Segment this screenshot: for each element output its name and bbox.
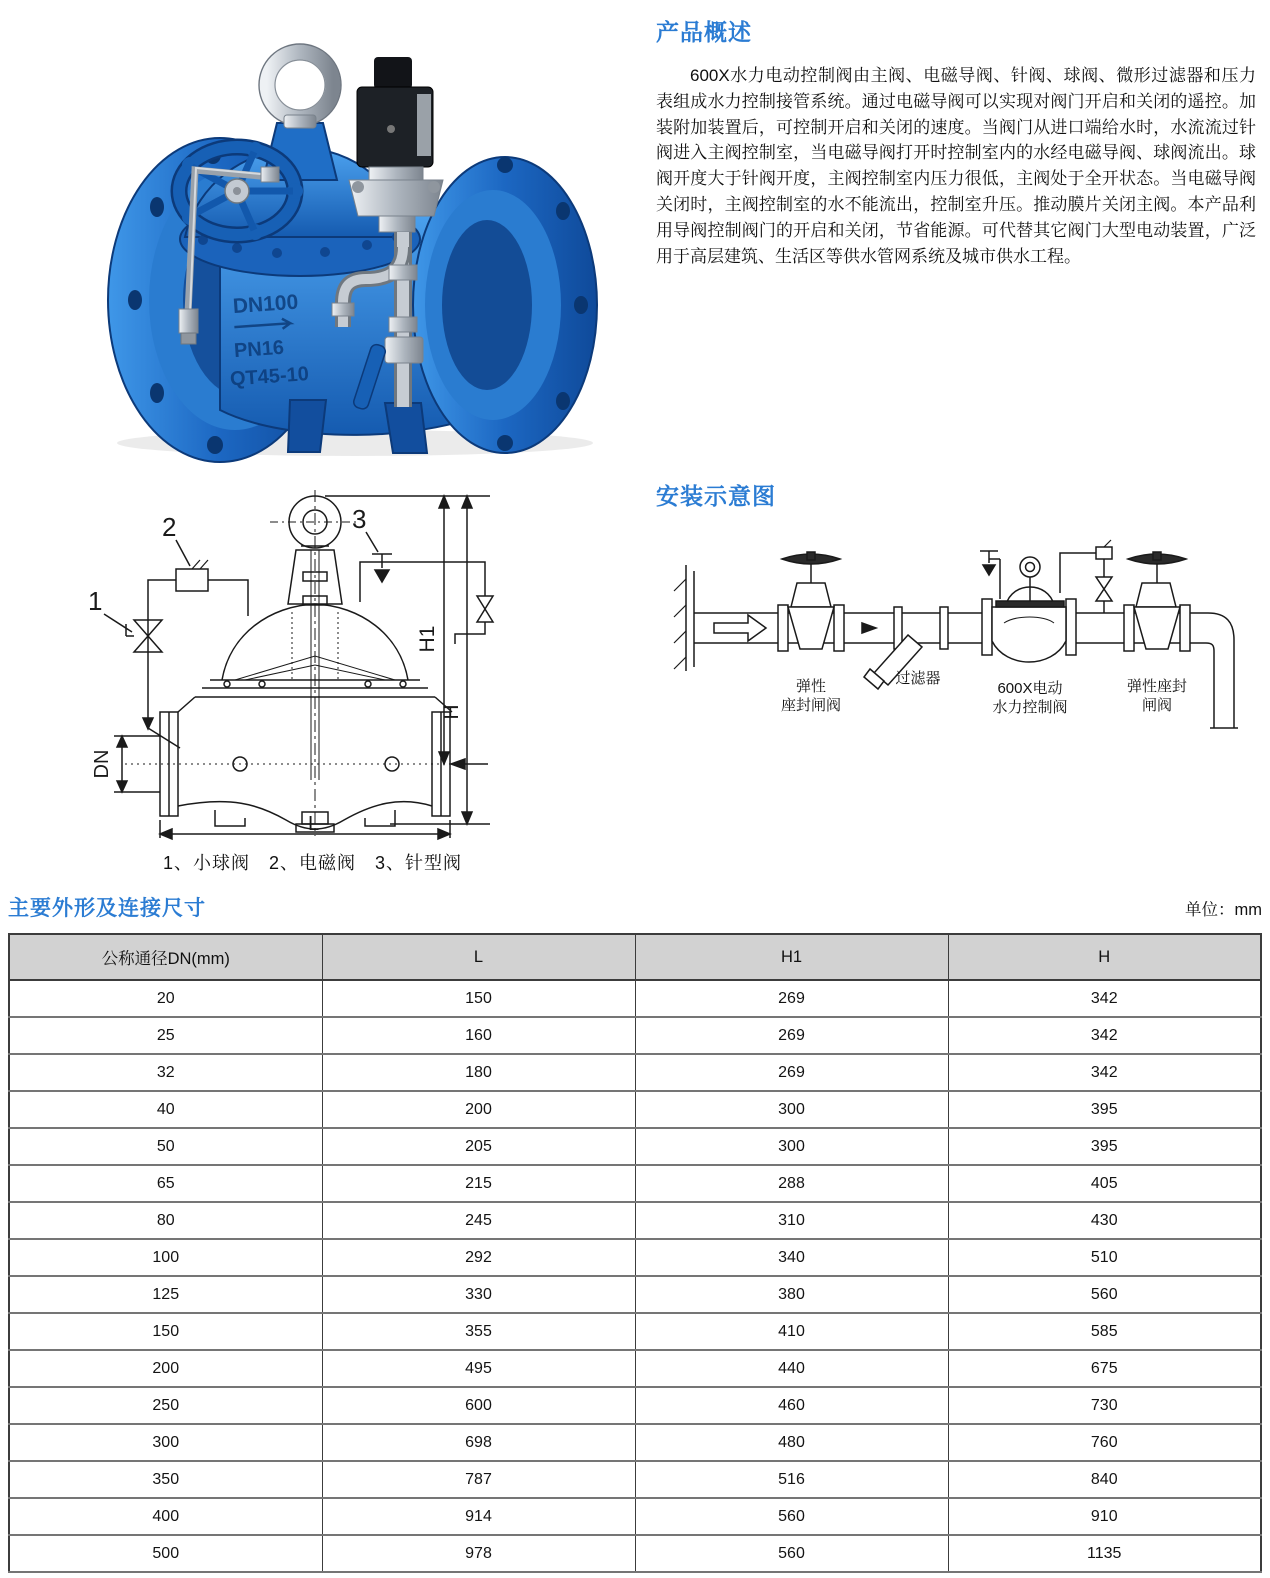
callout-3: 3: [352, 504, 367, 534]
drawing-pilot-left: [126, 560, 248, 748]
table-cell: 215: [322, 1165, 635, 1202]
right-flange: [413, 157, 597, 453]
table-cell: 760: [948, 1424, 1261, 1461]
overview-body: 600X水力电动控制阀由主阀、电磁导阀、针阀、球阀、微形过滤器和压力表组成水力控制接管系统。通过电磁导阀可以实现对阀门开启和关闭的遥控。加装附加装置后，可控制开启和关闭的速度。当阀门从进口端给水时，水流流过针阀进入主阀控制室，当电磁导阀打开时控制室内的水经电磁导阀、球阀流出。球阀开度大于针阀开度，主阀控制室内压力很低，主阀处于全开状态。当电磁导阀关闭时，主阀控制室的水不能流出，控制室升压。推动膜片关闭主阀。本产品利用导阀控制阀门的开启和关闭，节省能源。可代替其它阀门大型电动装置，广泛用于高层建筑、生活区等供水管网系统及城市供水工程。: [656, 66, 1256, 266]
lifting-eye: [259, 44, 341, 128]
overview-title: 产品概述: [656, 19, 752, 45]
table-cell: 245: [322, 1202, 635, 1239]
callout-1: 1: [88, 586, 103, 616]
product-photo: [85, 15, 645, 463]
marking-pn: PN16: [233, 336, 285, 363]
wall-hatch: [674, 565, 694, 671]
table-cell: 342: [948, 980, 1261, 1017]
table-cell: 560: [635, 1535, 948, 1572]
table-cell: 400: [9, 1498, 322, 1535]
dim-label-h: H: [440, 704, 463, 720]
table-cell: 80: [9, 1202, 322, 1239]
pipe-elbow: [1204, 613, 1238, 728]
table-cell: 269: [635, 1017, 948, 1054]
dim-label-h1: H1: [416, 625, 439, 653]
table-cell: 100: [9, 1239, 322, 1276]
table-row: [9, 1202, 1261, 1239]
table-cell: 40: [9, 1091, 322, 1128]
table-cell: 460: [635, 1387, 948, 1424]
table-cell: 330: [322, 1276, 635, 1313]
table-cell: 150: [322, 980, 635, 1017]
table-cell: 150: [9, 1313, 322, 1350]
table-cell: 200: [9, 1350, 322, 1387]
label-gate-valve-outlet-line1: 弹性座封: [1126, 678, 1188, 695]
table-cell: 585: [948, 1313, 1261, 1350]
table-cell: 730: [948, 1387, 1261, 1424]
table-cell: 310: [635, 1202, 948, 1239]
table-cell: 300: [635, 1128, 948, 1165]
table-header-row: [9, 934, 1261, 980]
table-cell: 350: [9, 1461, 322, 1498]
table-cell: 269: [635, 1054, 948, 1091]
table-row: [9, 1424, 1261, 1461]
table-row: [9, 1276, 1261, 1313]
dim-label-dn: DN: [91, 749, 113, 779]
valve-section-drawing: [30, 484, 595, 842]
dimensions-header: [8, 892, 1262, 922]
header-dn: 公称通径DN(mm): [9, 934, 322, 980]
table-cell: 1135: [948, 1535, 1261, 1572]
table-cell: 410: [635, 1313, 948, 1350]
table-cell: 269: [635, 980, 948, 1017]
dim-label-l: L: [308, 813, 320, 835]
table-cell: 380: [635, 1276, 948, 1313]
table-row: [9, 1165, 1261, 1202]
table-row: [9, 1091, 1261, 1128]
dimensions-table-body: [9, 980, 1261, 1572]
table-cell: 205: [322, 1128, 635, 1165]
installation-diagram: [656, 523, 1261, 773]
table-row: [9, 1128, 1261, 1165]
table-cell: 50: [9, 1128, 322, 1165]
table-cell: 250: [9, 1387, 322, 1424]
table-cell: 288: [635, 1165, 948, 1202]
table-cell: 300: [9, 1424, 322, 1461]
dimensions-section: [8, 892, 1262, 1573]
table-cell: 698: [322, 1424, 635, 1461]
table-row: [9, 1535, 1261, 1572]
table-cell: 200: [322, 1091, 635, 1128]
table-row: [9, 1017, 1261, 1054]
table-cell: 914: [322, 1498, 635, 1535]
gate-valve-outlet: [1124, 552, 1190, 651]
header-l: L: [322, 934, 635, 980]
header-h1: H1: [635, 934, 948, 980]
dimensions-table: [8, 933, 1262, 1573]
table-cell: 25: [9, 1017, 322, 1054]
table-row: [9, 1350, 1261, 1387]
table-cell: 342: [948, 1017, 1261, 1054]
table-cell: 516: [635, 1461, 948, 1498]
table-row: [9, 980, 1261, 1017]
table-cell: 300: [635, 1091, 948, 1128]
table-row: [9, 1461, 1261, 1498]
marking-material: QT45-10: [229, 363, 310, 391]
table-cell: 430: [948, 1202, 1261, 1239]
label-gate-valve-inlet-line1: 弹性: [795, 678, 827, 695]
product-overview-section: [656, 14, 1256, 269]
table-row: [9, 1054, 1261, 1091]
table-cell: 395: [948, 1091, 1261, 1128]
table-cell: 65: [9, 1165, 322, 1202]
table-cell: 180: [322, 1054, 635, 1091]
label-main-valve-line1: 600X电动: [997, 680, 1063, 697]
table-cell: 787: [322, 1461, 635, 1498]
header-h: H: [948, 934, 1261, 980]
table-cell: 20: [9, 980, 322, 1017]
table-cell: 405: [948, 1165, 1261, 1202]
table-cell: 125: [9, 1276, 322, 1313]
table-row: [9, 1313, 1261, 1350]
gate-valve-inlet: [778, 552, 844, 651]
table-cell: 440: [635, 1350, 948, 1387]
table-cell: 500: [9, 1535, 322, 1572]
table-cell: 978: [322, 1535, 635, 1572]
solenoid-valve: [357, 57, 433, 167]
table-cell: 840: [948, 1461, 1261, 1498]
table-cell: 560: [635, 1498, 948, 1535]
table-cell: 600: [322, 1387, 635, 1424]
installation-section: [656, 478, 1261, 778]
installation-title: 安装示意图: [656, 483, 776, 509]
table-cell: 510: [948, 1239, 1261, 1276]
callout-2: 2: [162, 512, 177, 542]
table-cell: 32: [9, 1054, 322, 1091]
table-cell: 560: [948, 1276, 1261, 1313]
table-row: [9, 1498, 1261, 1535]
table-cell: 675: [948, 1350, 1261, 1387]
dimension-drawing-section: [30, 484, 595, 875]
table-cell: 292: [322, 1239, 635, 1276]
table-cell: 342: [948, 1054, 1261, 1091]
table-cell: 160: [322, 1017, 635, 1054]
label-strainer: 过滤器: [895, 670, 941, 687]
table-cell: 480: [635, 1424, 948, 1461]
label-gate-valve-outlet-line2: 闸阀: [1141, 697, 1173, 714]
drawing-caption: 1、小球阀 2、电磁阀 3、针型阀: [162, 853, 463, 873]
table-row: [9, 1387, 1261, 1424]
valve-photo-illustration: [85, 15, 645, 463]
label-main-valve-line2: 水力控制阀: [992, 699, 1068, 716]
table-cell: 495: [322, 1350, 635, 1387]
marking-dn: DN100: [232, 290, 299, 319]
table-cell: 340: [635, 1239, 948, 1276]
table-cell: 395: [948, 1128, 1261, 1165]
dimensions-title: 主要外形及连接尺寸: [8, 897, 206, 920]
table-cell: 355: [322, 1313, 635, 1350]
table-cell: 910: [948, 1498, 1261, 1535]
label-gate-valve-inlet-line2: 座封闸阀: [780, 697, 842, 714]
unit-label: 单位：mm: [1185, 901, 1262, 919]
table-row: [9, 1239, 1261, 1276]
